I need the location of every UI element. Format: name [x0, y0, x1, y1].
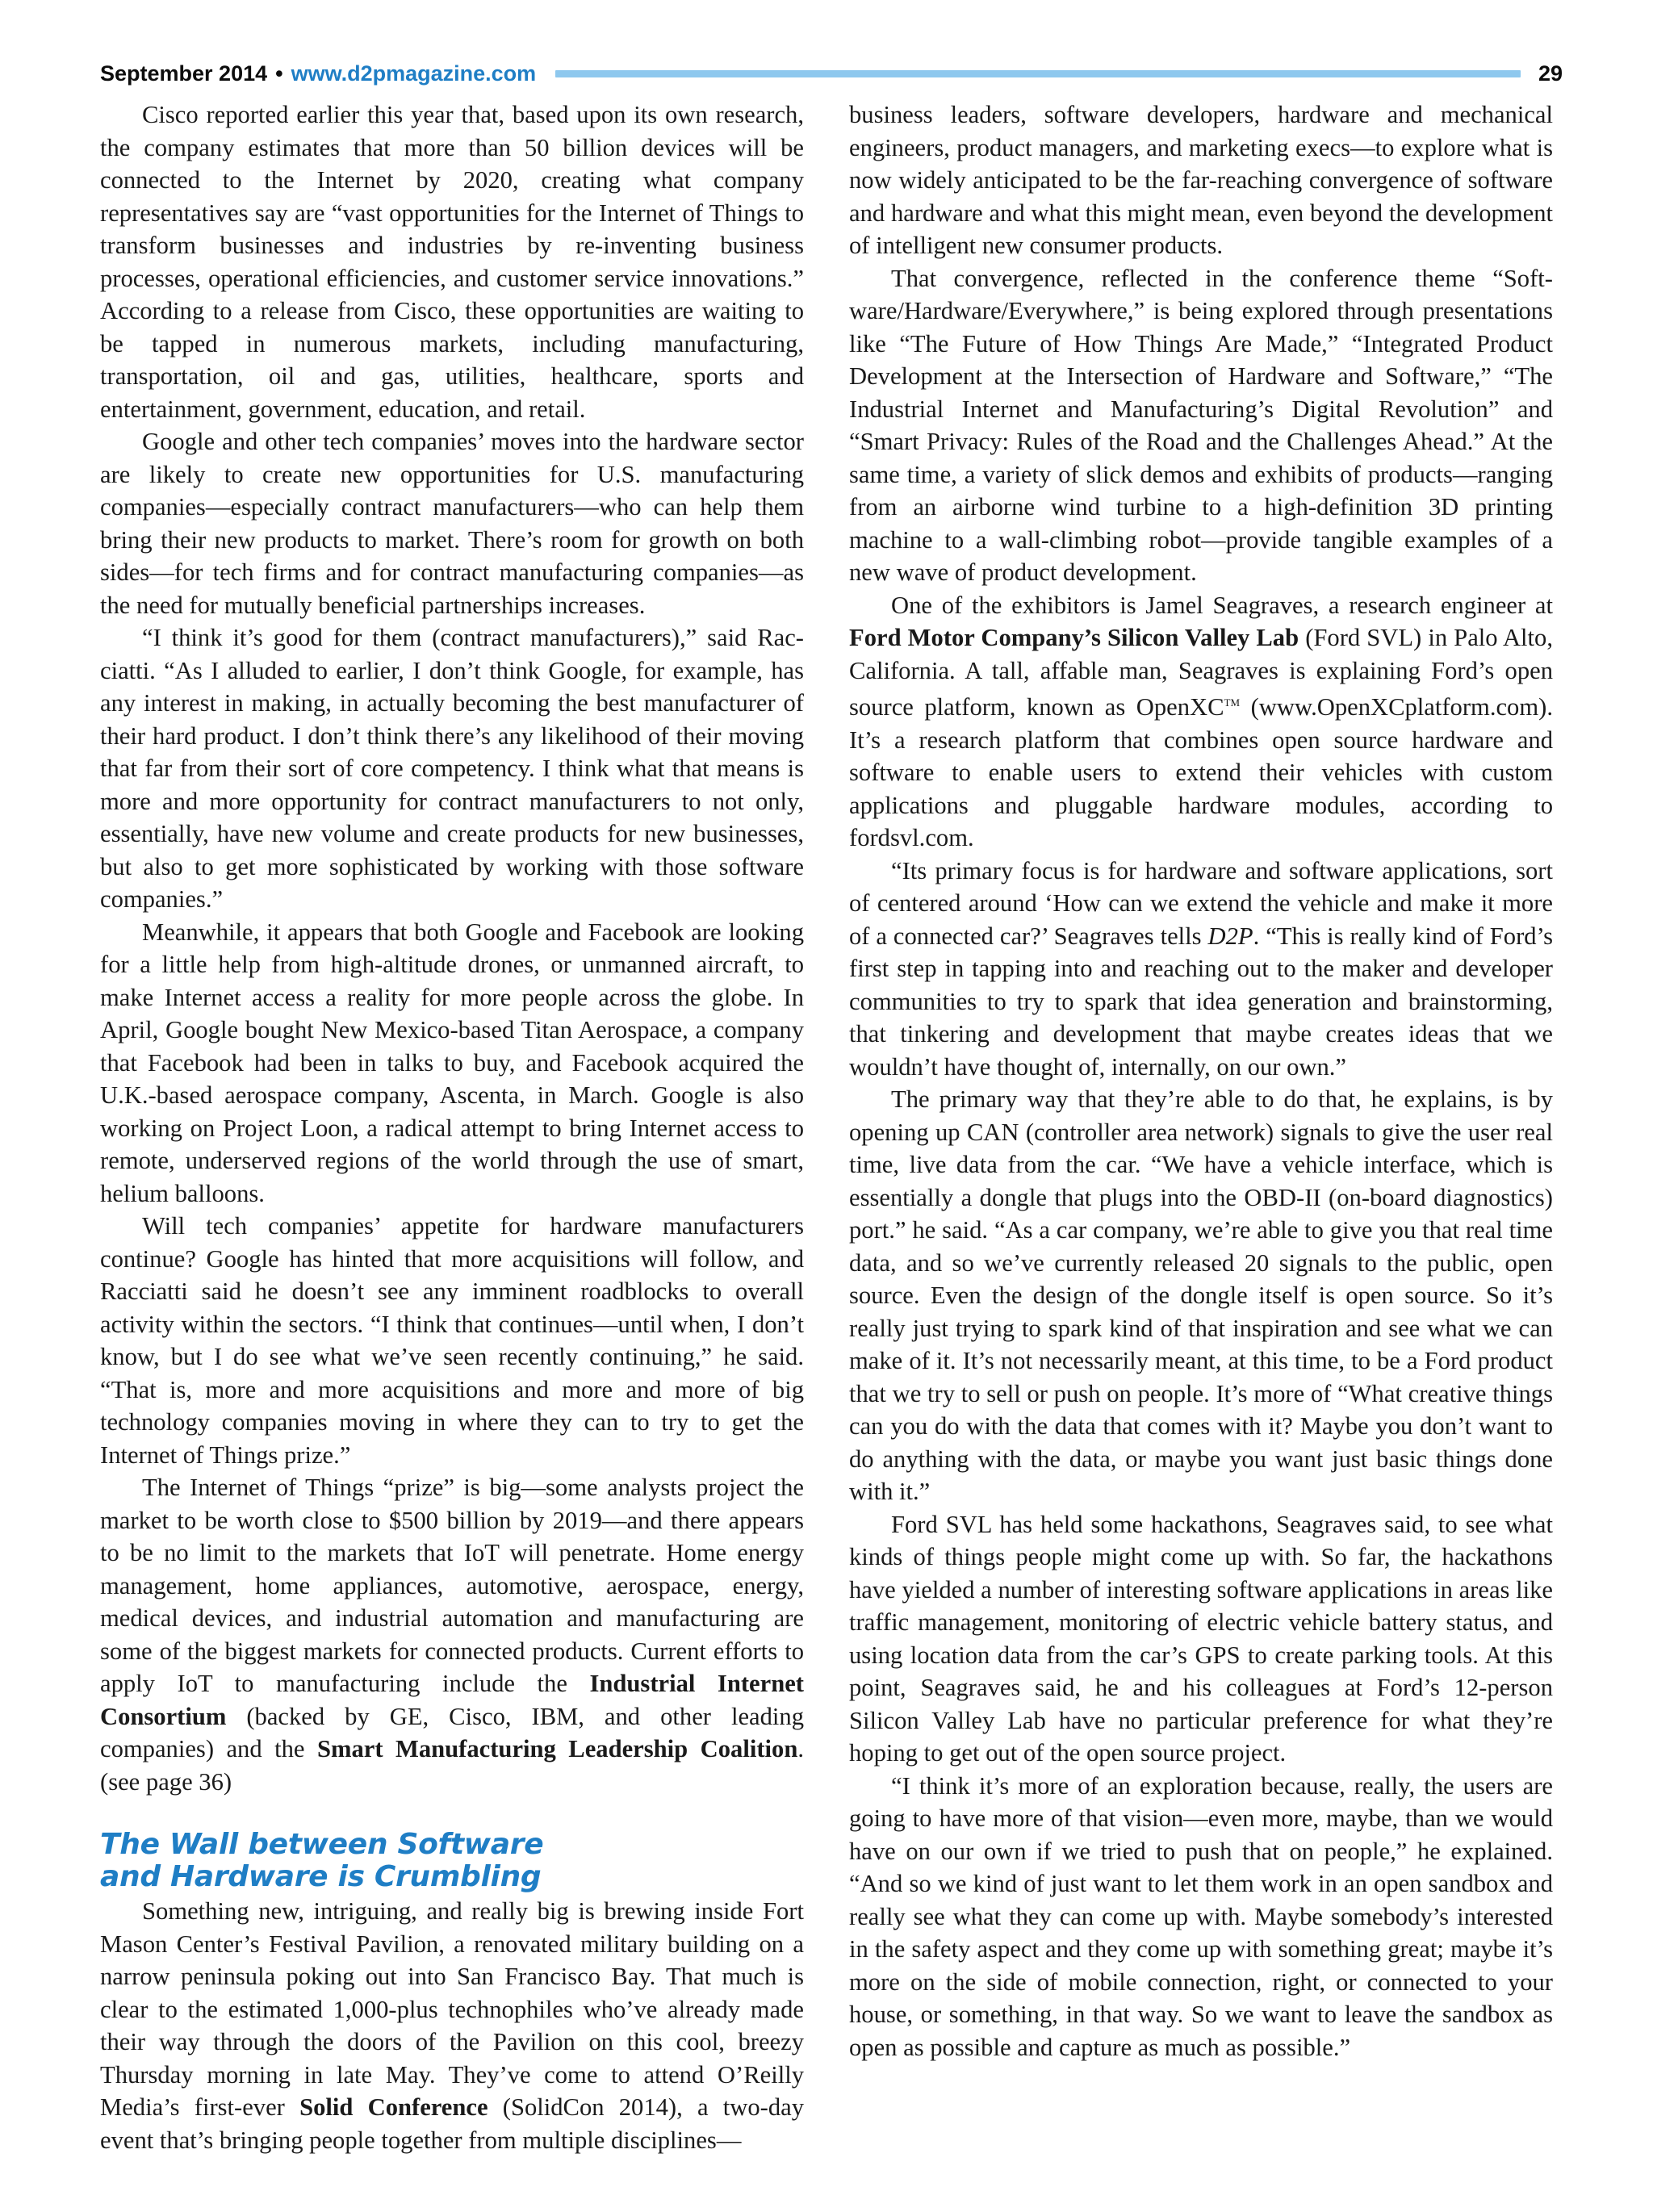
section-heading	[100, 1829, 804, 1893]
left-paragraph-7	[100, 1895, 804, 2156]
section-heading-line-1: The Wall between Software	[100, 1828, 544, 1861]
text-run: One of the exhibitors is Jamel Seagraves, a research engineer at	[891, 591, 1553, 619]
bold-term-ford-svl: Ford Motor Company’s Silicon Valley Lab	[849, 624, 1299, 651]
left-paragraph-6	[100, 1471, 804, 1798]
page-number: 29	[1538, 61, 1563, 86]
right-column	[849, 98, 1553, 2181]
italic-d2p: D2P	[1207, 922, 1253, 950]
right-paragraph-6: Ford SVL has held some hackathons, Seagraves said, to see what kinds of things people might come up with. So far, the hackathons have yielded a number of interesting software applications in areas like traffic management, monitoring of electric vehicle battery status, and using location data from the car’s GPS to create parking tools. At this point, Seagraves said, he and his colleagues at Ford’s 12-person Silicon Valley Lab have no particular preference for what they’re hoping to get out of the open source project.	[849, 1510, 1553, 1767]
magazine-url-link[interactable]: www.d2pmagazine.com	[291, 61, 537, 86]
bold-term-iic: Industrial Internet Consortium	[100, 1670, 804, 1730]
bold-term-smlc: Smart Manufacturing Leadership Coalition	[316, 1735, 798, 1762]
text-run: (backed by GE, Cisco, IBM, and other leading companies) and the	[100, 1702, 804, 1762]
text-run: Something new, intriguing, and really big is brewing inside Fort Mason Center’s Festival Pavilion, a renovated military building on a narrow peninsula poking out into San Francisco Bay. That much is clear to the estimated 1,000-plus technophiles who’ve already made their way through the doors of the Pavilion on this cool, breezy Thursday morning in late May. They’ve come to attend O’Reilly Media’s first-ever	[100, 1897, 804, 2121]
trademark-mark: TM	[1224, 696, 1241, 709]
running-header	[100, 56, 1563, 90]
right-paragraph-3	[849, 589, 1553, 855]
text-run: (SolidCon 2014), a two-day event that’s bringing people together from multiple disciplines—	[100, 2093, 804, 2154]
right-paragraph-4	[849, 855, 1553, 1084]
right-paragraph-7: “I think it’s more of an exploration because, really, the users are going to have more of that vision—even more, maybe, than we would have on our own if we tried to push that on people,” he explained. “And so we kind of just want to let them work in an open sandbox and really see what they can come up with. Maybe somebody’s interested in the safety aspect and they come up with something great; maybe it’s more on the side of mobile connection, right, or connected to your house, or something, in that way. So we want to leave the sandbox as open as possible and capture as much as possible.”	[849, 1771, 1553, 2061]
left-paragraph-5: Will tech companies’ appetite for hardware manufacturers continue? Google has hinted that more acquisitions will follow, and Racciatti said he doesn’t see any imminent roadblocks to overall activity within the sectors. “I think that continues—until when, I don’t know, but I do see what we’ve seen recently continuing,” he said. “That is, more and more acquisitions and more and more of big technology companies moving in where they can to try to get the Internet of Things prize.”	[100, 1212, 804, 1469]
header-bullet: •	[275, 61, 283, 86]
text-run: The Internet of Things “prize” is big—some analysts project the market to be worth close to $500 billion by 2019—and there appears to be no limit to the markets that IoT will penetrate. Home energy management, home appliances, automotive, aerospace, energy, medical devices, and industrial automation and manufacturing are some of the biggest markets for connected products. Current efforts to apply IoT to manufacturing include the	[100, 1474, 804, 1697]
left-paragraph-3: “I think it’s good for them (contract manufacturers),” said Racciatti. “As I alluded to earlier, I don’t think Google, for example, has any interest in making, in actually becoming the best manufacturer of their hard product. I don’t think there’s any likelihood of their moving that far from their sort of core competency. I think what that means is more and more opportunity for contract manufacturers to not only, essentially, have new volume and create products for new businesses, but also to get more sophisticated by working with those software companies.”	[100, 624, 804, 913]
bold-term-solid-conference: Solid Conference	[299, 2093, 488, 2121]
left-paragraph-1: Cisco reported earlier this year that, based upon its own research, the company estimates that more than 50 billion devices will be connected to the Internet by 2020, creating what company representatives say are “vast opportunities for the Internet of Things to transform businesses and industries by re-inventing business processes, operational efficiencies, and customer service innovations.” According to a release from Cisco, these opportunities are waiting to be tapped in numerous markets, including manufacturing, transportation, oil and gas, utilities, healthcare, sports and entertainment, government, education, and retail.	[100, 101, 804, 423]
left-paragraph-2: Google and other tech companies’ moves into the hardware sector are likely to create new opportunities for U.S. manufacturing companies—especially contract manufacturers—who can help them bring their new products to market. There’s room for growth on both sides—for tech firms and for contract manufacturing companies—as the need for mutually beneficial partnerships increases.	[100, 428, 804, 619]
header-rule	[555, 70, 1521, 77]
text-run: “Its primary focus is for hardware and software applications, sort of centered around ‘How can we extend the vehicle and make it more of a connected car?’ Seagraves tells	[849, 856, 1553, 950]
text-run: (Ford SVL) in Palo Alto, California. A tall, affable man, Seagraves is explaining Ford’s open source platform, known as OpenXC	[849, 624, 1553, 721]
left-column	[100, 98, 804, 2181]
right-paragraph-5: The primary way that they’re able to do that, he explains, is by opening up CAN (controller area network) signals to give the user real time, live data from the car. “We have a vehicle interface, which is essentially a dongle that plugs into the OBD-II (on-board diagnostics) port.” he said. “As a car company, we’re able to give you that real time data, and so we’ve currently released 20 signals to the public, open source. Even the design of the dongle itself is open source. So it’s really just trying to spark kind of that inspiration and see what we can make of it. It’s not necessarily meant, at this time, to be a Ford product that we try to sell or push on people. It’s more of “What creative things can you do with the data that comes with it? Maybe you don’t want to do anything with the data, or maybe you want just basic things done with it.”	[849, 1085, 1553, 1505]
text-run: . “This is really kind of Ford’s first step in tapping into and reaching out to the maker and developer communities to try to spark that idea generation and brainstorming, that tinkering and development that maybe creates ideas that we wouldn’t have thought of, internally, on our own.”	[849, 922, 1553, 1081]
text-run: (www.OpenXCplatform.com). It’s a research platform that combines open source hardware and software to enable users to extend their vehicles with custom applications and pluggable hardware modules, according to fordsvl.com.	[849, 693, 1553, 851]
left-paragraph-4: Meanwhile, it appears that both Google and Facebook are looking for a little help from high-altitude drones, or unmanned aircraft, to make Internet access a reality for more people across the globe. In April, Google bought New Mexico-based Titan Aerospace, a company that Facebook had been in talks to buy, and Facebook acquired the U.K.-based aerospace company, Ascenta, in March. Google is also working on Project Loon, a radical attempt to bring Internet access to remote, underserved regions of the world through the use of smart, helium balloons.	[100, 918, 804, 1207]
issue-date: September 2014	[100, 61, 268, 86]
right-paragraph-1: business leaders, software developers, hardware and mechanical engineers, product managers, and marketing execs—to explore what is now widely anticipated to be the far-reaching convergence of software and hardware and what this might mean, even beyond the development of intelligent new consumer products.	[849, 101, 1553, 259]
section-heading-line-2: and Hardware is Crumbling	[100, 1860, 542, 1893]
text-run: . (see page 36)	[100, 1735, 804, 1796]
right-paragraph-2: That convergence, reflected in the conference theme “Software/Hardware/Everywhere,” is being explored through presentations like “The Future of How Things Are Made,” “Integrated Product Development at the Intersection of Hardware and Software,” “The Industrial Internet and Manufacturing’s Digital Revolution” and “Smart Privacy: Rules of the Road and the Challenges Ahead.” At the same time, a variety of slick demos and exhibits of products—ranging from an airborne wind turbine to a high-definition 3D printing machine to a wall-climbing robot—provide tangible examples of a new wave of product development.	[849, 264, 1553, 586]
